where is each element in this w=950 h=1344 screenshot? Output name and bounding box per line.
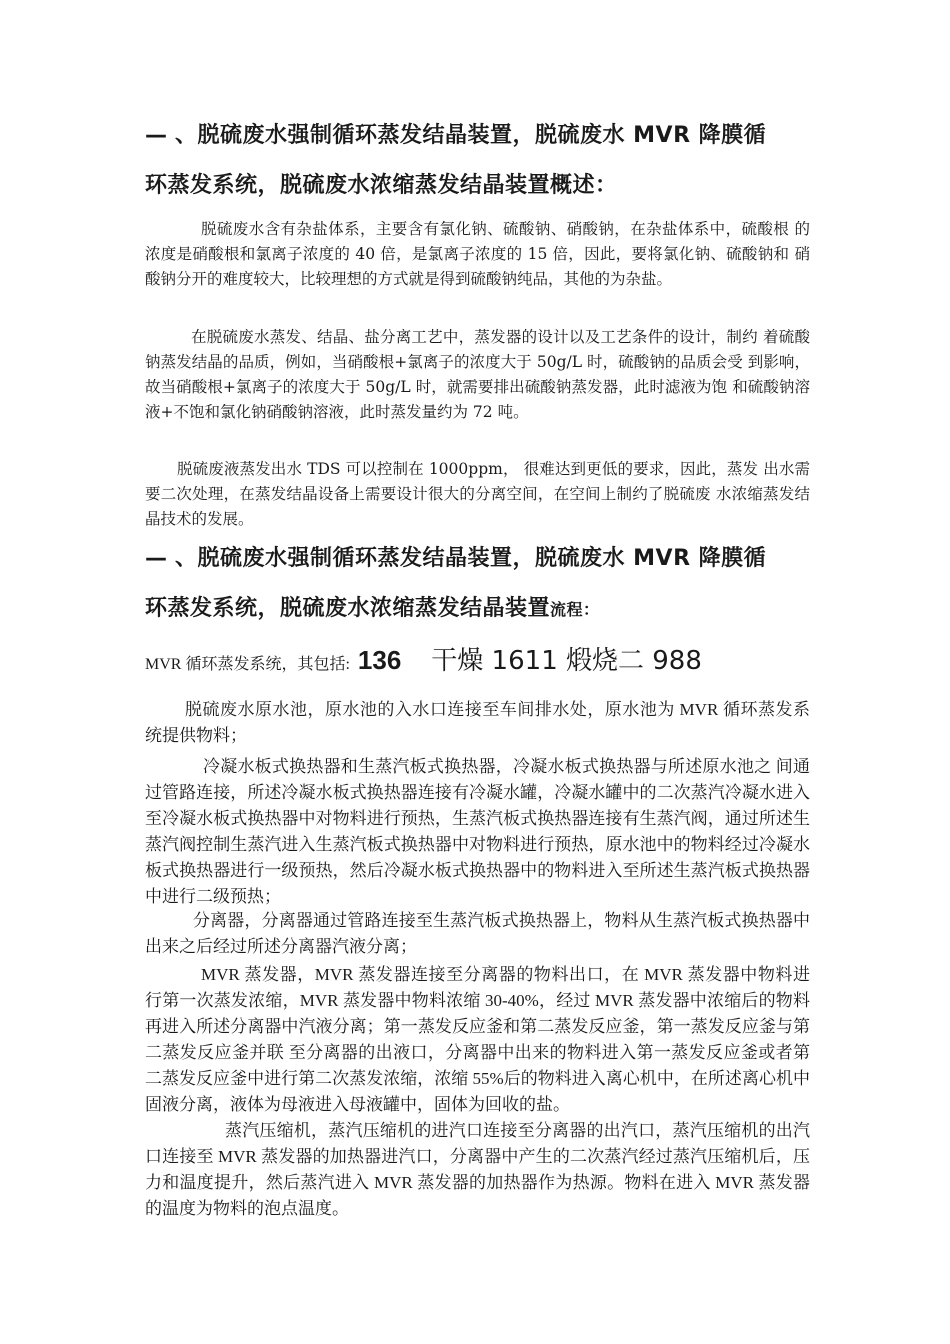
mvr-phrase: 干燥 1611 煅烧二 988 <box>431 646 702 676</box>
section2-paragraph-2: 冷凝水板式换热器和生蒸汽板式换热器，冷凝水板式换热器与所述原水池之 间通过管路连接，所述冷凝水板式换热器连接有冷凝水罐，冷凝水罐中的二次蒸汽冷凝水进入至冷凝水板式换热器中对物料进行预热，生蒸汽板式换热器连接有生蒸汽阀，通过所述生蒸汽阀控制生蒸汽进入生蒸汽板式换热器中对物料进行预热，原水池中的物料经过冷凝水板式换热器进行一级预热，然后冷凝水板式换热器中的物料进入至所述生蒸汽板式换热器中进行二级预热； <box>145 757 810 906</box>
section1-heading-text: 、脱硫废水强制循环蒸发结晶装置，脱硫废水 MVR 降膜循 <box>175 123 767 148</box>
section2-paragraph-3: 分离器，分离器通过管路连接至生蒸汽板式换热器上，物料从生蒸汽板式换热器中出来之后经过所述分离器汽液分离； <box>145 911 810 956</box>
heading-dash-mark: — <box>145 546 168 571</box>
section1-paragraph-1: 脱硫废水含有杂盐体系，主要含有氯化钠、硫酸钠、硝酸钠，在杂盐体系中，硫酸根 的浓度是硝酸根和氯离子浓度的 40 倍，是氯离子浓度的 15 倍，因此，要将氯化钠、硫酸钠和 硝酸钠分开的难度较大，比较理想的方式就是得到硫酸钠纯品，其他的为杂盐。 <box>145 220 810 288</box>
section1-paragraph-3: 脱硫废液蒸发出水 TDS 可以控制在 1000ppm， 很难达到更低的要求，因此，蒸发 出水需要二次处理，在蒸发结晶设备上需要设计很大的分离空间，在空间上制约了脱硫废 水浓缩蒸发结晶技术的发展。 <box>145 460 810 528</box>
mvr-intro-line <box>145 640 805 677</box>
section2-paragraph-5: 蒸汽压缩机，蒸汽压缩机的进汽口连接至分离器的出汽口，蒸汽压缩机的出汽口连接至 MVR 蒸发器的加热器进汽口，分离器中产生的二次蒸汽经过蒸汽压缩机后，压力和温度提升，然后蒸汽进入 MVR 蒸发器的加热器作为热源。物料在进入 MVR 蒸发器的温度为物料的泡点温度。 <box>145 1121 810 1218</box>
section2-paragraph-4: MVR 蒸发器，MVR 蒸发器连接至分离器的物料出口，在 MVR 蒸发器中物料进行第一次蒸发浓缩，MVR 蒸发器中物料浓缩 30-40%，经过 MVR 蒸发器中浓缩后的物料再进入所述分离器中汽液分离；第一蒸发反应釜和第二蒸发反应釜，第一蒸发反应釜与第二蒸发反应釜并联 至分离器的出液口，分离器中出来的物料进入第一蒸发反应釜或者第二蒸发反应釜中进行第二次蒸发浓缩，浓缩 55%后的物料进入离心机中，在所述离心机中固液分离，液体为母液进入母液罐中，固体为回收的盐。 <box>145 965 810 1114</box>
section2-heading-suffix: 流程： <box>550 600 600 619</box>
section2-paragraph-1: 脱硫废水原水池，原水池的入水口连接至车间排水处，原水池为 MVR 循环蒸发系统提供物料； <box>145 700 810 745</box>
section1-heading-line1 <box>145 118 815 149</box>
mvr-number: 136 <box>357 645 402 675</box>
section2-heading-line2 <box>145 591 815 622</box>
heading-dash-mark: — <box>145 123 168 148</box>
section2-heading-main: 环蒸发系统，脱硫废水浓缩蒸发结晶装置 <box>145 596 551 621</box>
section1-paragraph-2: 在脱硫废水蒸发、结晶、盐分离工艺中，蒸发器的设计以及工艺条件的设计，制约 着硫酸钠蒸发结晶的品质，例如，当硝酸根+氯离子的浓度大于 50g/L 时，硫酸钠的品质会受 到影响，故当硝酸根+氯离子的浓度大于 50g/L 时，就需要排出硫酸钠蒸发器，此时滤液为饱 和硫酸钠溶液+不饱和氯化钠硝酸钠溶液，此时蒸发量约为 72 吨。 <box>145 328 810 421</box>
section2-heading-text: 、脱硫废水强制循环蒸发结晶装置，脱硫废水 MVR 降膜循 <box>175 546 767 571</box>
section1-heading-line2: 环蒸发系统，脱硫废水浓缩蒸发结晶装置概述： <box>145 173 618 198</box>
section2-heading-line1 <box>145 541 815 572</box>
mvr-intro-text: MVR 循环蒸发系统，其包括: <box>145 656 350 673</box>
